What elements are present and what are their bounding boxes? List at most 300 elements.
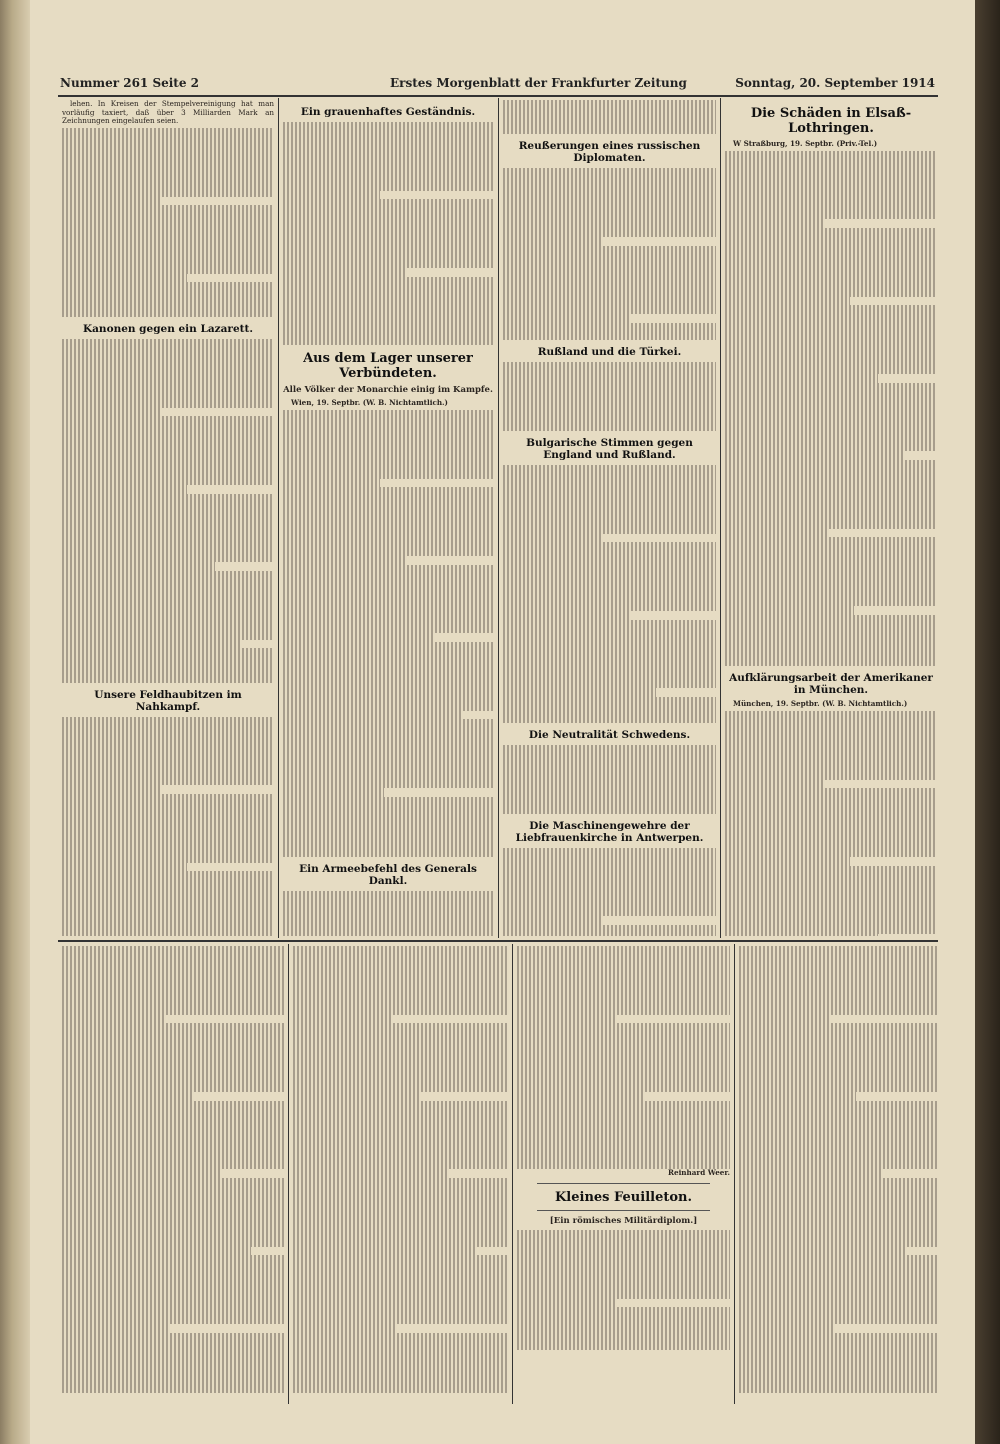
text-line (62, 197, 160, 206)
text-line (293, 1118, 508, 1127)
text-line (283, 668, 493, 677)
text-line (725, 754, 937, 763)
text-line (62, 648, 274, 657)
article-heading-lager: Aus dem Lager unserer Verbündeten. (303, 351, 473, 382)
text-line (283, 591, 493, 600)
text-line (62, 1281, 284, 1290)
text-line (725, 606, 854, 615)
text-line (283, 608, 493, 617)
text-line (725, 615, 937, 624)
text-line (739, 1247, 907, 1256)
text-line (293, 1187, 508, 1196)
text-line (725, 237, 937, 246)
text-line (293, 972, 508, 981)
text-line (739, 963, 937, 972)
text-line (725, 840, 937, 849)
text-line (283, 908, 493, 917)
text-block (503, 362, 716, 431)
column-divider (512, 944, 513, 1404)
text-line (283, 745, 493, 754)
text-line (517, 963, 730, 972)
text-line (293, 1238, 508, 1247)
text-line (283, 702, 493, 711)
text-block (293, 946, 508, 1393)
text-line (283, 556, 407, 565)
text-line (739, 1238, 937, 1247)
text-line (62, 300, 274, 309)
text-line (62, 1092, 193, 1101)
text-line (62, 1273, 284, 1282)
text-line (503, 762, 716, 771)
text-line (283, 719, 493, 728)
text-block (62, 128, 274, 317)
lower-column-3 (517, 946, 730, 1404)
text-line (725, 194, 937, 203)
text-line (62, 571, 274, 580)
text-line (62, 854, 274, 863)
text-line (503, 211, 716, 220)
text-line (517, 1066, 730, 1075)
article-heading-schweden: Die Neutralität Schwedens. (528, 728, 691, 741)
text-line (517, 1135, 730, 1144)
text-line (739, 1152, 937, 1161)
text-line (503, 194, 716, 203)
text-line (293, 1290, 508, 1299)
text-line (283, 891, 493, 900)
text-line (283, 582, 493, 591)
text-line (283, 616, 493, 625)
text-line (725, 408, 937, 417)
text-line (503, 168, 716, 177)
text-line (62, 717, 274, 726)
text-line (62, 888, 274, 897)
text-block (725, 711, 937, 936)
column-divider (720, 98, 721, 938)
text-line (503, 577, 716, 586)
text-line (283, 797, 493, 806)
text-line (293, 1195, 508, 1204)
text-line (725, 823, 937, 832)
issue-date: Sonntag, 20. September 1914 (735, 76, 935, 90)
article-signature: Reinhard Weer. (668, 1168, 730, 1178)
text-line (283, 260, 493, 269)
text-line (283, 754, 493, 763)
text-line (283, 565, 493, 574)
text-line (503, 474, 716, 483)
text-line (62, 408, 160, 417)
text-line (293, 1006, 508, 1015)
text-line (739, 1324, 834, 1333)
text-line (62, 171, 274, 180)
text-line (725, 762, 937, 771)
text-line (503, 706, 716, 715)
text-line (739, 1212, 937, 1221)
text-line (62, 162, 274, 171)
text-line (725, 477, 937, 486)
text-line (283, 496, 493, 505)
text-line (725, 580, 937, 589)
text-line (283, 242, 493, 251)
text-line (517, 946, 730, 955)
text-line (503, 263, 716, 272)
text-line (739, 1341, 937, 1350)
text-line (62, 1204, 284, 1213)
text-block (62, 717, 274, 936)
text-line (62, 963, 284, 972)
text-line (739, 1350, 937, 1359)
text-line (283, 530, 493, 539)
text-line (62, 502, 274, 511)
text-line (517, 1015, 615, 1024)
text-line (62, 528, 274, 537)
text-line (517, 1092, 643, 1101)
text-line (725, 460, 937, 469)
text-line (739, 1015, 830, 1024)
text-line (503, 542, 716, 551)
text-line (293, 1126, 508, 1135)
newspaper-title: Erstes Morgenblatt der Frankfurter Zeitung (390, 76, 687, 90)
text-line (503, 688, 656, 697)
text-block (503, 465, 716, 723)
text-line (293, 1109, 508, 1118)
text-line (503, 414, 716, 423)
text-block (503, 168, 716, 340)
text-line (283, 217, 493, 226)
text-line (725, 640, 937, 649)
text-line (725, 159, 937, 168)
text-line (725, 572, 937, 581)
text-line (293, 998, 508, 1007)
text-line (283, 831, 493, 840)
text-line (283, 522, 493, 531)
dateline-muenchen: München, 19. Septbr. (W. B. Nichtamtlich.) (733, 699, 908, 709)
text-line (283, 419, 493, 428)
text-line (725, 443, 937, 452)
text-line (283, 642, 493, 651)
text-line (293, 1367, 508, 1376)
text-line (293, 1298, 508, 1307)
text-line (293, 1273, 508, 1282)
text-line (725, 451, 905, 460)
text-line (283, 337, 493, 346)
text-line (503, 517, 716, 526)
text-line (283, 444, 493, 453)
column-divider (498, 98, 499, 938)
text-line (62, 373, 274, 382)
text-line (62, 265, 274, 274)
text-line (293, 989, 508, 998)
text-line (517, 1282, 730, 1291)
text-line (283, 191, 380, 200)
text-line (739, 1032, 937, 1041)
text-line (503, 628, 716, 637)
col1-intro: lehen. In Kreisen der Stempelvereinigung hat man vorläufig taxiert, daß über 3 Milliarden Mark an Zeichnungen eingelaufen seien. (62, 100, 274, 126)
text-line (739, 1290, 937, 1299)
text-line (517, 1247, 730, 1256)
text-line (517, 1126, 730, 1135)
text-line (293, 1041, 508, 1050)
text-line (62, 946, 284, 955)
text-line (725, 219, 823, 228)
text-line (503, 934, 716, 937)
text-line (283, 762, 493, 771)
text-line (739, 989, 937, 998)
text-line (283, 487, 493, 496)
masthead (60, 76, 935, 94)
text-line (725, 331, 937, 340)
text-line (62, 1084, 284, 1093)
text-line (62, 545, 274, 554)
text-line (62, 205, 274, 214)
text-line (725, 805, 937, 814)
text-line (62, 347, 274, 356)
text-line (283, 225, 493, 234)
text-line (62, 494, 274, 503)
text-line (725, 383, 937, 392)
text-line (725, 597, 937, 606)
text-line (62, 179, 274, 188)
text-line (62, 1255, 284, 1264)
column-3 (503, 100, 716, 936)
text-line (517, 989, 730, 998)
text-line (293, 1316, 508, 1325)
text-line (293, 955, 508, 964)
text-line (725, 512, 937, 521)
text-line (62, 240, 274, 249)
text-block (62, 946, 284, 1393)
text-line (503, 237, 601, 246)
text-line (503, 534, 601, 543)
text-line (503, 388, 716, 397)
text-line (283, 694, 493, 703)
text-line (62, 399, 274, 408)
text-line (739, 1376, 937, 1385)
text-line (503, 882, 716, 891)
text-line (517, 998, 730, 1007)
text-line (739, 1041, 937, 1050)
text-line (62, 1118, 284, 1127)
text-line (62, 1333, 284, 1342)
text-line (725, 254, 937, 263)
text-line (293, 963, 508, 972)
text-line (283, 427, 493, 436)
text-line (739, 1092, 856, 1101)
text-line (725, 168, 937, 177)
text-line (739, 1255, 937, 1264)
text-line (62, 257, 274, 266)
text-line (62, 751, 274, 760)
text-line (503, 508, 716, 517)
text-line (503, 397, 716, 406)
article-heading-elsass: Die Schäden in Elsaß-Lothringen. (750, 106, 912, 136)
text-line (503, 482, 716, 491)
article-subheading-voelker: Alle Völker der Monarchie einig im Kampfe. (283, 385, 493, 396)
text-line (283, 470, 493, 479)
text-line (62, 145, 274, 154)
text-line (62, 597, 274, 606)
text-line (739, 1359, 937, 1368)
text-line (283, 737, 493, 746)
text-line (725, 874, 937, 883)
text-line (62, 863, 187, 872)
text-line (503, 654, 716, 663)
text-line (293, 1135, 508, 1144)
text-line (62, 1178, 284, 1187)
divider (537, 1210, 710, 1211)
text-line (517, 955, 730, 964)
text-line (739, 1101, 937, 1110)
text-line (62, 365, 274, 374)
text-line (283, 685, 493, 694)
text-line (503, 611, 629, 620)
text-line (62, 880, 274, 889)
text-line (517, 1325, 730, 1334)
text-line (293, 1066, 508, 1075)
text-line (62, 451, 274, 460)
text-line (62, 846, 274, 855)
text-line (62, 1264, 284, 1273)
text-line (62, 657, 274, 666)
text-line (283, 599, 493, 608)
text-line (62, 390, 274, 399)
text-line (62, 274, 187, 283)
text-line (62, 1109, 284, 1118)
text-line (283, 711, 462, 720)
text-line (503, 805, 716, 814)
text-line (62, 871, 274, 880)
text-line (517, 1256, 730, 1265)
text-line (517, 1118, 730, 1127)
text-line (503, 568, 716, 577)
text-line (739, 946, 937, 955)
text-line (62, 980, 284, 989)
text-line (725, 780, 823, 789)
text-line (293, 1359, 508, 1368)
text-line (62, 1049, 284, 1058)
text-line (283, 548, 493, 557)
text-line (725, 917, 937, 926)
text-line (725, 520, 937, 529)
text-line (725, 797, 937, 806)
text-line (62, 485, 187, 494)
text-line (62, 631, 274, 640)
text-line (725, 563, 937, 572)
text-line (283, 823, 493, 832)
text-line (293, 1264, 508, 1273)
text-line (283, 900, 493, 909)
text-line (62, 1015, 164, 1024)
text-line (293, 1169, 448, 1178)
text-line (62, 955, 284, 964)
text-line (739, 1161, 937, 1170)
text-line (62, 356, 274, 365)
column-4 (725, 100, 937, 936)
text-line (62, 1152, 284, 1161)
text-line (293, 1384, 508, 1393)
text-line (739, 1187, 937, 1196)
text-line (283, 788, 384, 797)
text-line (62, 1212, 284, 1221)
text-line (62, 1238, 284, 1247)
page-edge-shadow (975, 0, 1000, 1444)
text-line (739, 1204, 937, 1213)
text-line (62, 248, 274, 257)
text-line (293, 1152, 508, 1161)
text-line (293, 1092, 420, 1101)
text-line (62, 511, 274, 520)
text-line (283, 277, 493, 286)
text-line (503, 645, 716, 654)
text-line (283, 917, 493, 926)
text-line (283, 234, 493, 243)
text-line (517, 1041, 730, 1050)
text-line (283, 148, 493, 157)
text-line (725, 494, 937, 503)
text-line (503, 100, 716, 109)
text-line (62, 222, 274, 231)
article-heading-diplomat: Reußerungen eines russischen Diplomaten. (518, 140, 701, 165)
text-line (517, 980, 730, 989)
text-line (293, 1178, 508, 1187)
text-line (283, 436, 493, 445)
text-line (283, 165, 493, 174)
article-heading-bulgarien: Bulgarische Stimmen gegen England und Rußland. (526, 437, 693, 461)
text-line (293, 1221, 508, 1230)
text-line (283, 780, 493, 789)
text-line (283, 925, 493, 934)
text-line (283, 251, 493, 260)
text-block (503, 100, 716, 134)
text-block (517, 1230, 730, 1350)
text-line (503, 203, 716, 212)
article-heading-feuilleton: Kleines Feuilleton. (555, 1190, 692, 1206)
text-line (739, 1333, 937, 1342)
text-line (503, 220, 716, 229)
text-line (725, 546, 937, 555)
text-line (725, 908, 937, 917)
text-line (503, 771, 716, 780)
text-line (62, 382, 274, 391)
text-line (62, 1324, 169, 1333)
text-line (725, 245, 937, 254)
text-line (503, 229, 716, 238)
text-line (62, 1290, 284, 1299)
text-line (62, 476, 274, 485)
text-line (739, 1221, 937, 1230)
text-line (62, 188, 274, 197)
text-line (517, 1230, 730, 1239)
text-line (725, 831, 937, 840)
article-heading-antwerpen: Die Maschinengewehre der Liebfrauenkirche in Antwerpen. (515, 819, 704, 844)
text-line (725, 297, 850, 306)
text-line (503, 280, 716, 289)
text-block (517, 946, 730, 1169)
page-binding (0, 0, 30, 1444)
text-line (283, 311, 493, 320)
text-line (62, 640, 242, 649)
text-line (283, 208, 493, 217)
text-line (293, 1376, 508, 1385)
text-block (283, 410, 493, 857)
text-line (293, 1101, 508, 1110)
text-line (739, 955, 937, 964)
text-line (503, 680, 716, 689)
text-line (293, 1230, 508, 1239)
text-line (725, 262, 937, 271)
text-line (283, 771, 493, 780)
text-line (62, 768, 274, 777)
text-line (62, 554, 274, 563)
